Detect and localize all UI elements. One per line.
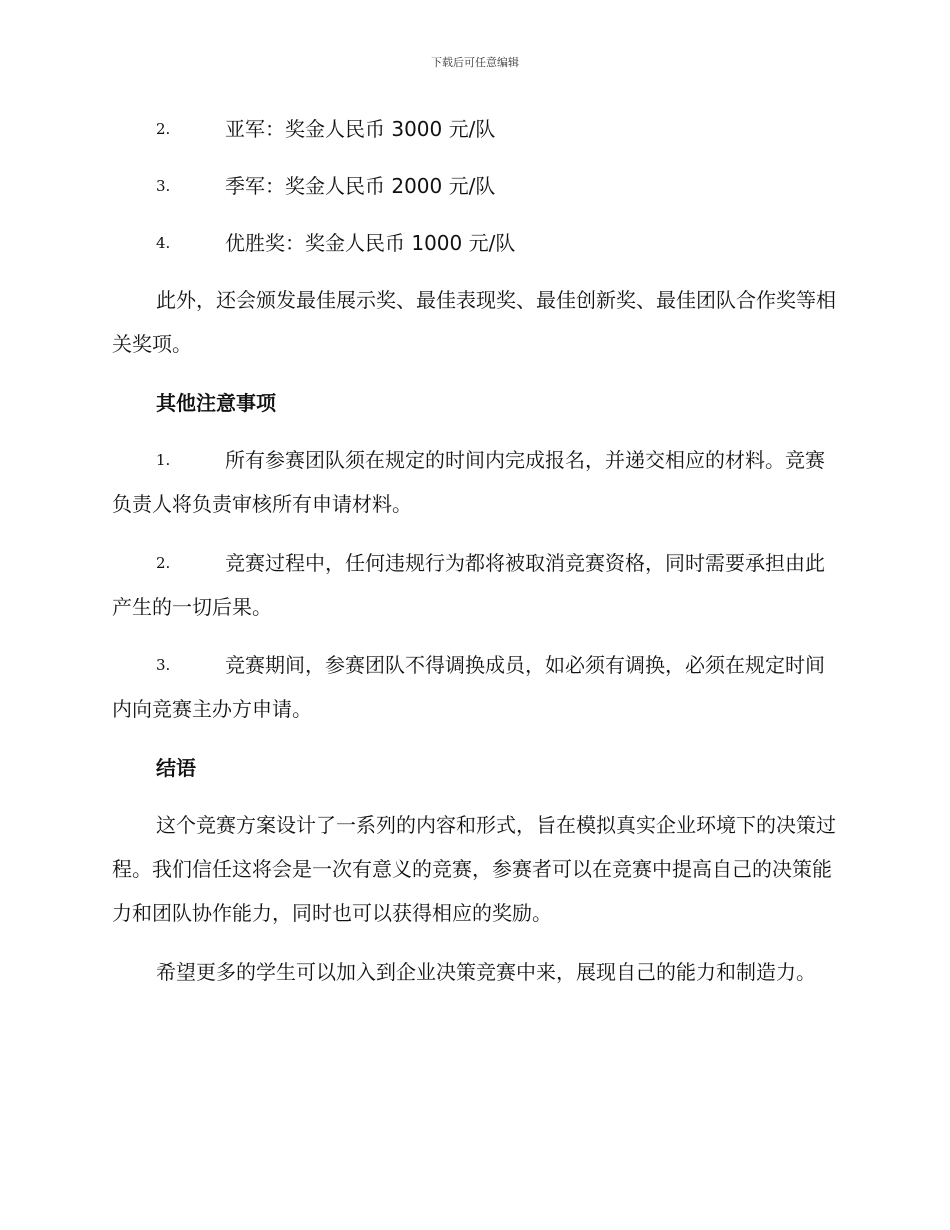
list-text: 优胜奖：奖金人民币 1000 元/队 <box>225 231 516 255</box>
list-text: 所有参赛团队须在规定的时间内完成报名，并递交相应的材料。竞赛负责人将负责审核所有申请材料。 <box>112 448 825 516</box>
list-number: 2. <box>156 554 171 572</box>
list-text: 竞赛期间，参赛团队不得调换成员，如必须有调换，必须在规定时间内向竞赛主办方申请。 <box>112 653 825 721</box>
award-item-merit <box>112 221 836 265</box>
notes-heading: 其他注意事项 <box>156 391 276 415</box>
list-number: 3. <box>156 656 171 674</box>
list-number: 3. <box>156 177 171 195</box>
list-number: 4. <box>156 234 171 252</box>
list-text: 季军：奖金人民币 2000 元/队 <box>225 174 496 198</box>
award-item-third <box>112 164 836 208</box>
page-header: 下载后可任意编辑 <box>431 56 519 69</box>
awards-extra-paragraph: 此外，还会颁发最佳展示奖、最佳表现奖、最佳创新奖、最佳团队合作奖等相关奖项。 <box>112 288 836 356</box>
award-item-second <box>112 107 836 151</box>
list-number: 2. <box>156 120 171 138</box>
note-item-2 <box>112 541 836 629</box>
note-item-1 <box>112 438 836 526</box>
conclusion-paragraph-1: 这个竞赛方案设计了一系列的内容和形式，旨在模拟真实企业环境下的决策过程。我们信任这将会是一次有意义的竞赛，参赛者可以在竞赛中提高自己的决策能力和团队协作能力，同时也可以获得相应的奖励。 <box>112 813 836 925</box>
list-text: 亚军：奖金人民币 3000 元/队 <box>225 117 496 141</box>
list-text: 竞赛过程中，任何违规行为都将被取消竞赛资格，同时需要承担由此产生的一切后果。 <box>112 551 825 619</box>
note-item-3 <box>112 643 836 731</box>
conclusion-paragraph-2: 希望更多的学生可以加入到企业决策竞赛中来，展现自己的能力和制造力。 <box>156 960 816 984</box>
conclusion-heading: 结语 <box>156 756 196 780</box>
list-number: 1. <box>156 451 171 469</box>
